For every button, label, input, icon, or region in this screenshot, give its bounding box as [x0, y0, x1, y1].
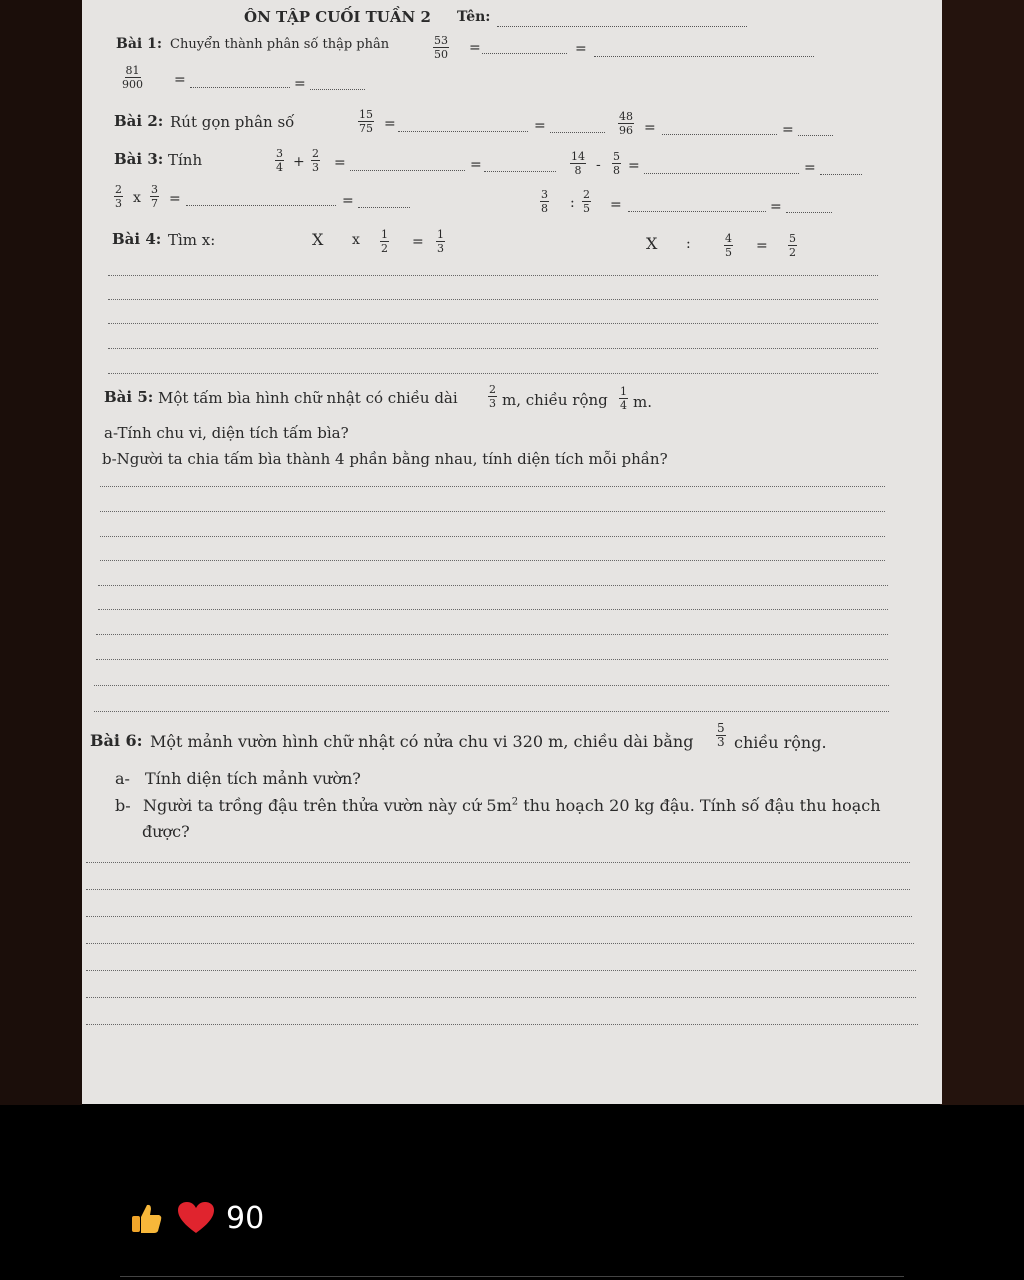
answer-blank	[786, 212, 832, 213]
answer-blank	[484, 171, 556, 172]
bai5-question-b: b-Người ta chia tấm bìa thành 4 phần bằng nhau, tính diện tích mỗi phần?	[102, 450, 668, 468]
answer-blank	[798, 135, 833, 136]
bai2-fraction-2: $\frac{48}{96}$	[619, 110, 633, 137]
bai4-label: Bài 4:	[112, 230, 162, 248]
bai3d-fraction-2: $\frac{2}{5}$	[583, 188, 590, 215]
answer-line	[94, 685, 889, 686]
bai3a-fraction-1: $\frac{3}{4}$	[276, 147, 283, 174]
thumbs-up-icon[interactable]	[128, 1200, 164, 1236]
equals-sign: =	[412, 234, 424, 250]
answer-line	[108, 348, 878, 349]
bai3-text: Tính	[168, 151, 203, 169]
answer-blank	[358, 207, 410, 208]
bai1-fraction-2: $\frac{81}{900}$	[122, 64, 143, 91]
answer-blank	[398, 131, 528, 132]
answer-line	[108, 323, 878, 324]
bai6-question-a-marker: a-	[115, 769, 130, 788]
answer-blank	[662, 134, 777, 135]
answer-blank	[594, 56, 814, 57]
worksheet-title: ÔN TẬP CUỐI TUẦN 2	[244, 8, 431, 26]
name-label: Tên:	[457, 9, 491, 25]
bai6-label: Bài 6:	[90, 731, 143, 750]
answer-line	[86, 916, 912, 917]
answer-blank	[310, 89, 365, 90]
worksheet-paper	[82, 0, 942, 1104]
bai2-text: Rút gọn phân số	[170, 113, 295, 131]
equals-sign: =	[644, 120, 656, 136]
answer-line	[86, 943, 914, 944]
equals-sign: =	[628, 158, 640, 174]
answer-blank	[186, 205, 336, 206]
bai5-text-c: m.	[633, 393, 652, 411]
equals-sign: =	[756, 238, 768, 254]
bai6-question-a: Tính diện tích mảnh vườn?	[145, 769, 361, 788]
answer-line	[86, 862, 910, 863]
bai3b-fraction-2: $\frac{5}{8}$	[613, 150, 620, 177]
bai4a-fraction-2: $\frac{1}{3}$	[437, 228, 444, 255]
bai2-label: Bài 2:	[114, 112, 164, 130]
equals-sign: =	[384, 116, 396, 132]
bai3a-fraction-2: $\frac{2}{3}$	[312, 147, 319, 174]
equals-sign: =	[342, 193, 354, 209]
answer-line	[100, 560, 885, 561]
equals-sign: =	[469, 40, 481, 56]
answer-blank	[628, 211, 766, 212]
times-sign: x	[352, 232, 360, 248]
plus-sign: +	[293, 154, 305, 170]
bai5-question-a: a-Tính chu vi, diện tích tấm bìa?	[104, 424, 349, 442]
equals-sign: =	[610, 197, 622, 213]
heart-icon[interactable]	[176, 1200, 216, 1236]
answer-blank	[820, 174, 862, 175]
answer-blank	[350, 170, 465, 171]
answer-blank	[644, 173, 799, 174]
equals-sign: =	[782, 122, 794, 138]
answer-line	[86, 1024, 918, 1025]
name-blank	[497, 26, 747, 27]
bai6-text-b: chiều rộng.	[734, 733, 827, 752]
bai2-fraction-1: $\frac{15}{75}$	[359, 108, 373, 135]
bai6-question-b-cont: được?	[142, 822, 190, 841]
minus-sign: -	[596, 157, 601, 173]
answer-line	[96, 634, 888, 635]
equals-sign: =	[174, 72, 186, 88]
variable-x: X	[312, 230, 324, 249]
answer-line	[96, 659, 888, 660]
answer-line	[98, 585, 888, 586]
divider	[120, 1276, 904, 1277]
bai6-fraction-1: $\frac{5}{3}$	[717, 721, 725, 749]
answer-blank	[482, 53, 567, 54]
bai3c-fraction-1: $\frac{2}{3}$	[115, 183, 122, 210]
bai3c-fraction-2: $\frac{3}{7}$	[151, 183, 158, 210]
answer-line	[86, 889, 910, 890]
bai4b-fraction-1: $\frac{4}{5}$	[725, 232, 732, 259]
bai6-question-b-marker: b-	[115, 796, 131, 815]
answer-line	[108, 275, 878, 276]
bai4b-fraction-2: $\frac{5}{2}$	[789, 232, 796, 259]
bai1-text: Chuyển thành phân số thập phân	[170, 37, 390, 52]
divide-sign: :	[686, 236, 691, 252]
equals-sign: =	[534, 118, 546, 134]
answer-blank	[190, 87, 290, 88]
equals-sign: =	[575, 41, 587, 57]
equals-sign: =	[470, 157, 482, 173]
reactions-bar[interactable]	[128, 1200, 264, 1236]
equals-sign: =	[770, 199, 782, 215]
answer-line	[108, 299, 878, 300]
equals-sign: =	[294, 76, 306, 92]
answer-line	[86, 997, 916, 998]
bai4a-fraction-1: $\frac{1}{2}$	[381, 228, 388, 255]
background-right	[940, 0, 1024, 1105]
bai5-text-a: Một tấm bìa hình chữ nhật có chiều dài	[158, 389, 458, 407]
background-left	[0, 0, 82, 1105]
answer-blank	[550, 132, 605, 133]
bai5-label: Bài 5:	[104, 388, 154, 406]
times-sign: x	[133, 190, 141, 206]
equals-sign: =	[334, 155, 346, 171]
answer-line	[94, 711, 889, 712]
bai5-fraction-2: $\frac{1}{4}$	[620, 385, 627, 412]
bai3b-fraction-1: $\frac{14}{8}$	[571, 150, 585, 177]
bai4-text: Tìm x:	[168, 231, 216, 249]
divide-sign: :	[570, 195, 575, 211]
bai1-label: Bài 1:	[116, 36, 163, 52]
answer-line	[86, 970, 916, 971]
equals-sign: =	[169, 191, 181, 207]
bai3d-fraction-1: $\frac{3}{8}$	[541, 188, 548, 215]
answer-line	[100, 486, 885, 487]
equals-sign: =	[804, 160, 816, 176]
bai6-text-a: Một mảnh vườn hình chữ nhật có nửa chu vi 320 m, chiều dài bằng	[150, 732, 694, 751]
variable-x: X	[646, 234, 658, 253]
answer-line	[100, 536, 885, 537]
reaction-count: 90	[226, 1200, 265, 1236]
bai5-fraction-1: $\frac{2}{3}$	[489, 383, 496, 410]
bai6-question-b: Người ta trồng đậu trên thửa vườn này cứ $5m^2$ thu hoạch 20 kg đậu. Tính số đậu thu hoạch	[143, 796, 881, 815]
bai1-fraction-1: $\frac{53}{50}$	[434, 34, 448, 61]
bai3-label: Bài 3:	[114, 150, 164, 168]
answer-line	[108, 373, 878, 374]
answer-line	[100, 511, 885, 512]
bai5-text-b: m, chiều rộng	[502, 391, 608, 409]
answer-line	[98, 609, 888, 610]
